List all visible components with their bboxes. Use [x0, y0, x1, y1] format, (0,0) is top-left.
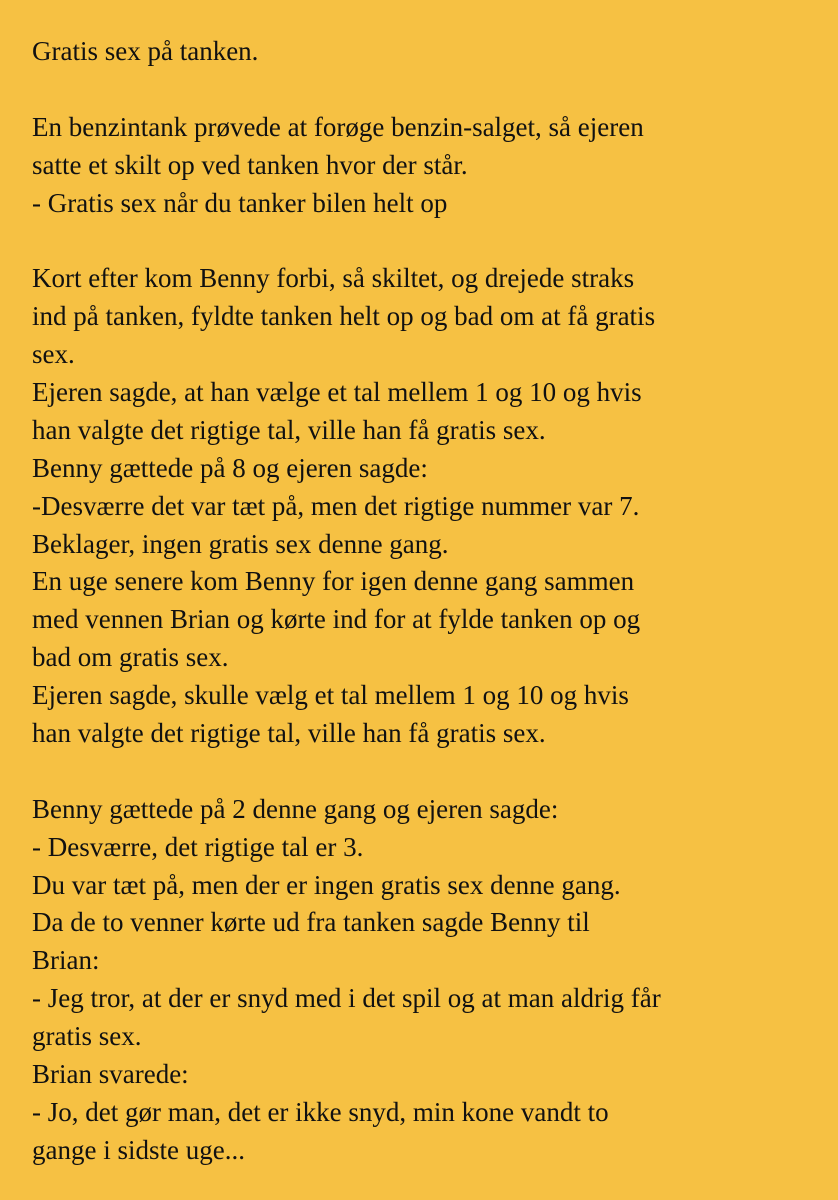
blank-line — [32, 222, 812, 260]
text-line: Benny gættede på 8 og ejeren sagde: — [32, 452, 428, 483]
text-line: - Jo, det gør man, det er ikke snyd, min kone vandt to — [32, 1096, 609, 1127]
text-line: En benzintank prøvede at forøge benzin-salget, så ejeren — [32, 111, 644, 142]
text-line: Ejeren sagde, at han vælge et tal mellem 1 og 10 og hvis — [32, 377, 642, 408]
text-line: Ejeren sagde, skulle vælg et tal mellem 1 og 10 og hvis — [32, 680, 629, 711]
text-line: Da de to venner kørte ud fra tanken sagde Benny til — [32, 907, 590, 938]
text-line: Du var tæt på, men der er ingen gratis sex denne gang. — [32, 869, 621, 900]
text-line: Brian: — [32, 945, 100, 976]
blank-line — [32, 71, 812, 109]
text-line: satte et skilt op ved tanken hvor der står. — [32, 149, 468, 180]
text-line: -Desværre det var tæt på, men det rigtige nummer var 7. — [32, 490, 640, 521]
text-line: - Gratis sex når du tanker bilen helt op — [32, 187, 448, 218]
text-line: ind på tanken, fyldte tanken helt op og bad om at få gratis — [32, 301, 656, 332]
joke-title: Gratis sex på tanken. — [32, 36, 259, 66]
text-line: gange i sidste uge... — [32, 1134, 245, 1165]
text-line: sex. — [32, 339, 75, 370]
text-line: - Jeg tror, at der er snyd med i det spil og at man aldrig får — [32, 983, 661, 1014]
text-line: Beklager, ingen gratis sex denne gang. — [32, 528, 449, 559]
text-line: han valgte det rigtige tal, ville han få gratis sex. — [32, 718, 546, 749]
text-line: Kort efter kom Benny forbi, så skiltet, og drejede straks — [32, 263, 635, 294]
text-line: Brian svarede: — [32, 1059, 189, 1090]
text-line: Benny gættede på 2 denne gang og ejeren sagde: — [32, 793, 559, 824]
text-line: bad om gratis sex. — [32, 642, 229, 673]
text-line: han valgte det rigtige tal, ville han få gratis sex. — [32, 414, 546, 445]
text-line: - Desværre, det rigtige tal er 3. — [32, 831, 364, 862]
joke-text-block — [32, 33, 812, 1170]
text-line: gratis sex. — [32, 1021, 142, 1052]
text-line: med vennen Brian og kørte ind for at fylde tanken op og — [32, 604, 641, 635]
text-line: En uge senere kom Benny for igen denne gang sammen — [32, 566, 635, 597]
blank-line — [32, 753, 812, 791]
